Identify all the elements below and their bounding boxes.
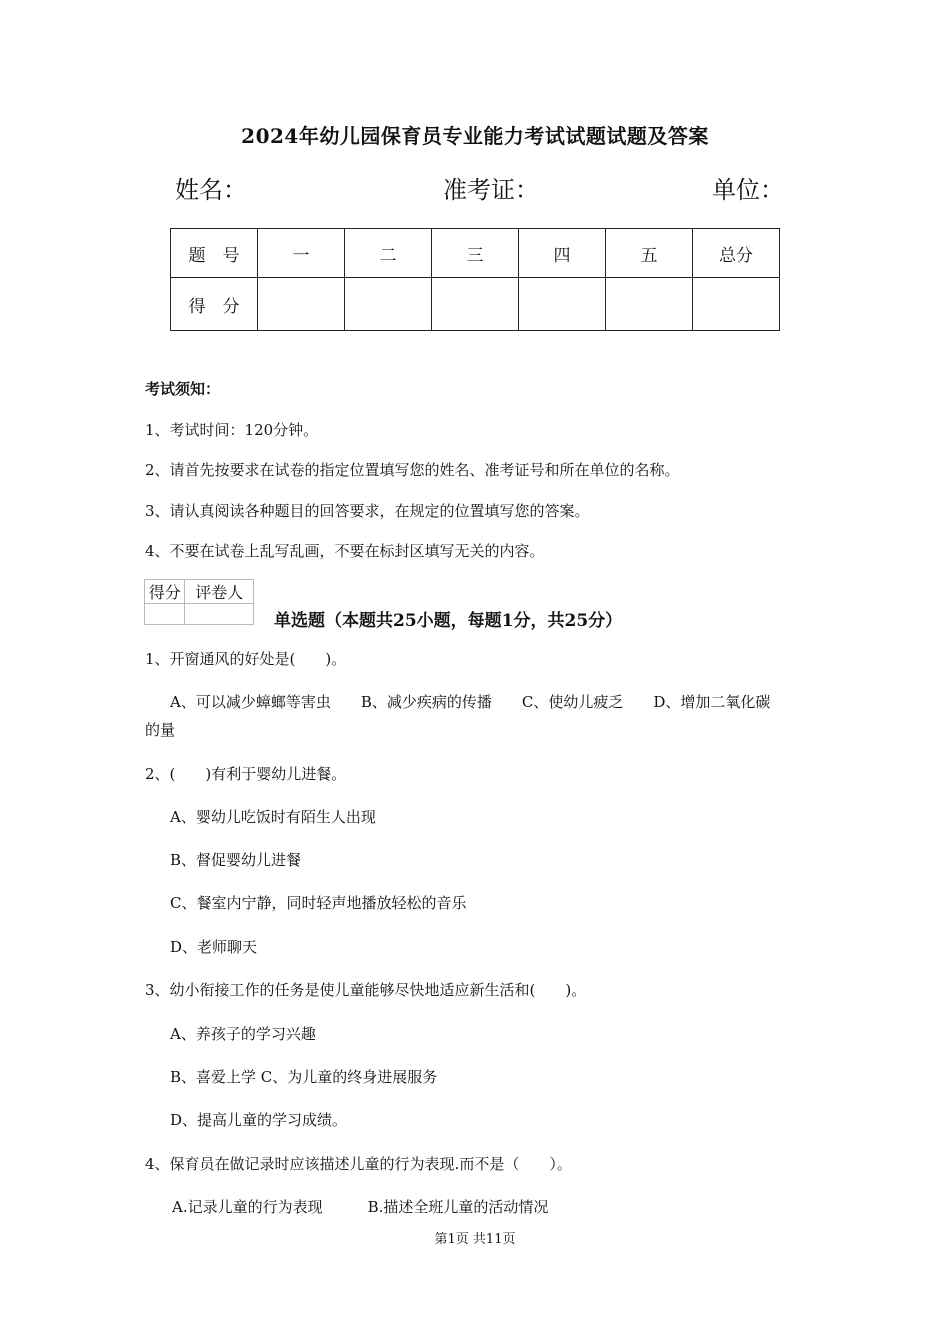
- score-cell: [258, 278, 345, 331]
- score-cell: [345, 278, 432, 331]
- score-header-cell: 一: [258, 229, 345, 278]
- notice-item: 3、请认真阅读各种题目的回答要求，在规定的位置填写您的答案。: [145, 502, 590, 520]
- question-options: A、可以减少蟑螂等害虫 B、减少疾病的传播 C、使幼儿疲乏 D、增加二氧化碳: [170, 693, 771, 711]
- question-option: D、老师聊天: [170, 938, 258, 956]
- question-stem: 2、( )有利于婴幼儿进餐。: [145, 765, 347, 783]
- score-cell: [519, 278, 606, 331]
- question-option: C、餐室内宁静，同时轻声地播放轻松的音乐: [170, 894, 467, 912]
- score-header-cell: 三: [432, 229, 519, 278]
- question-stem: 1、开窗通风的好处是( )。: [145, 650, 347, 668]
- score-header-cell: 二: [345, 229, 432, 278]
- page-footer: 第1页 共11页: [434, 1232, 516, 1247]
- name-field-label: 姓名：: [175, 176, 247, 204]
- section-title: 单选题（本题共25小题，每题1分，共25分）: [274, 611, 623, 631]
- question-option: B、喜爱上学 C、为儿童的终身进展服务: [170, 1068, 438, 1086]
- score-cell: [432, 278, 519, 331]
- grader-score-cell: [145, 604, 185, 625]
- score-row-label: 得 分: [171, 278, 258, 331]
- question-option: D、提高儿童的学习成绩。: [170, 1111, 348, 1129]
- score-cell: [693, 278, 780, 331]
- score-header-cell: 总分: [693, 229, 780, 278]
- question-option: A、养孩子的学习兴趣: [170, 1025, 316, 1043]
- grader-name-label: 评卷人: [185, 580, 254, 604]
- score-header-cell: 题 号: [171, 229, 258, 278]
- score-cell: [606, 278, 693, 331]
- notice-item: 2、请首先按要求在试卷的指定位置填写您的姓名、准考证号和所在单位的名称。: [145, 461, 680, 479]
- grader-name-cell: [185, 604, 254, 625]
- page-title: 2024年幼儿园保育员专业能力考试试题试题及答案: [241, 124, 709, 148]
- question-option: B、督促婴幼儿进餐: [170, 851, 302, 869]
- score-header-cell: 四: [519, 229, 606, 278]
- score-header-cell: 五: [606, 229, 693, 278]
- question-stem: 4、保育员在做记录时应该描述儿童的行为表现.而不是（ ）。: [145, 1155, 572, 1173]
- grader-score-label: 得分: [145, 580, 185, 604]
- grader-table: [144, 579, 254, 625]
- score-table-header-row: [171, 229, 780, 278]
- question-options-wrap: 的量: [145, 721, 176, 739]
- notice-item: 1、考试时间：120分钟。: [145, 421, 319, 439]
- question-options: A.记录儿童的行为表现 B.描述全班儿童的活动情况: [172, 1198, 549, 1216]
- score-table: [170, 228, 780, 331]
- exam-id-field-label: 准考证：: [443, 176, 539, 204]
- notice-item: 4、不要在试卷上乱写乱画，不要在标封区填写无关的内容。: [145, 542, 545, 560]
- question-stem: 3、幼小衔接工作的任务是使儿童能够尽快地适应新生活和( )。: [145, 981, 587, 999]
- score-table-score-row: [171, 278, 780, 331]
- notice-heading: 考试须知：: [145, 380, 221, 398]
- question-option: A、婴幼儿吃饭时有陌生人出现: [170, 808, 376, 826]
- unit-field-label: 单位：: [712, 176, 784, 204]
